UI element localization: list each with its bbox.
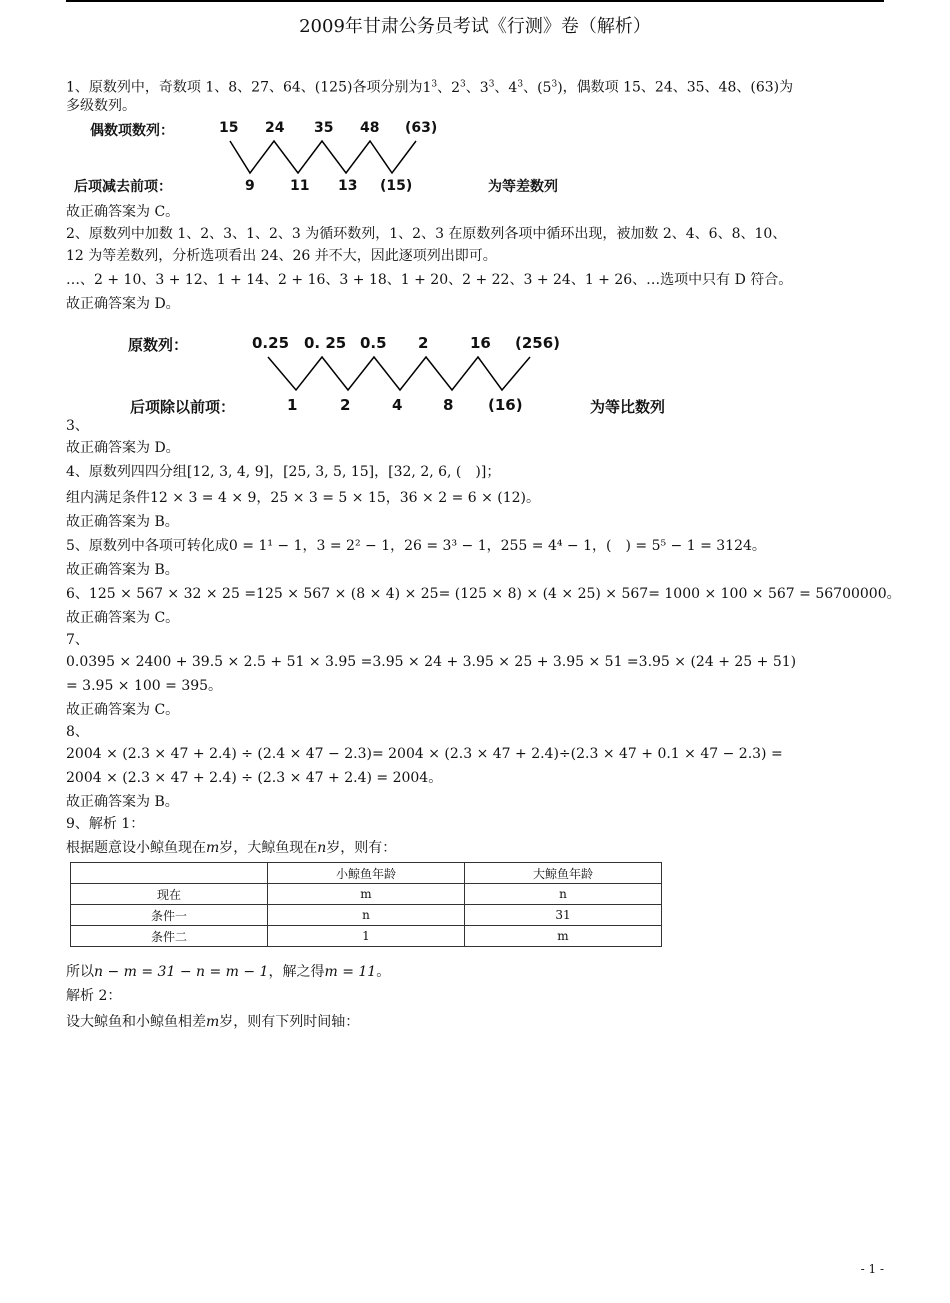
table-header-cell: 大鲸鱼年龄 [465, 863, 662, 884]
q3-top-item: 16 [470, 334, 491, 352]
q3-top-item: (256) [515, 334, 561, 352]
q9-line5: 设大鲸鱼和小鲸鱼相差m岁，则有下列时间轴： [66, 1014, 360, 1030]
q3-diagram-note: 为等比数列 [590, 398, 666, 416]
q3-diagram-label-top: 原数列： [128, 336, 189, 354]
q1-diagram-label-bottom: 后项减去前项： [74, 179, 172, 195]
page-title: 2009年甘肃公务员考试《行测》卷（解析） [299, 16, 651, 37]
q3-top-item: 2 [418, 334, 429, 352]
q5-answer: 故正确答案为 B。 [66, 562, 179, 578]
table-row [71, 926, 662, 947]
q5-line1: 5、原数列中各项可转化成0 = 1¹ − 1，3 = 2² − 1，26 = 3³ − 1，255 = 4⁴ − 1，( ) = 5⁵ − 1 = 3124。 [66, 538, 766, 554]
q1-top-item: 24 [265, 120, 285, 136]
table-header-cell [71, 863, 268, 884]
table-cell: n [268, 905, 465, 926]
q3-bottom-item: 1 [287, 396, 298, 414]
q2-answer: 故正确答案为 D。 [66, 296, 180, 312]
q3-diagram-label-bottom: 后项除以前项： [130, 398, 236, 416]
q1-answer: 故正确答案为 C。 [66, 204, 180, 220]
q3-answer: 故正确答案为 D。 [66, 440, 180, 456]
q3-bottom-item: 8 [443, 396, 454, 414]
q1-top-item: (63) [405, 120, 438, 136]
q2-line2: 12 为等差数列，分析选项看出 24、26 并不大，因此逐项列出即可。 [66, 248, 497, 264]
q9-line3: 所以n − m = 31 − n = m − 1，解之得m = 11。 [66, 964, 391, 980]
q6-line1: 6、125 × 567 × 32 × 25 =125 × 567 × (8 × 4) × 25= (125 × 8) × (4 × 25) × 567= 1000 × 100 × 567 = 56700000。 [66, 586, 901, 602]
q6-answer: 故正确答案为 C。 [66, 610, 180, 626]
q3-top-item: 0.25 [252, 334, 290, 352]
q7-line2: = 3.95 × 100 = 395。 [66, 678, 223, 694]
table-cell: 31 [465, 905, 662, 926]
q1-line2: 多级数列。 [66, 98, 136, 114]
table-header-row [71, 863, 662, 884]
q2-line1: 2、原数列中加数 1、2、3、1、2、3 为循环数列，1、2、3 在原数列各项中循环出现，被加数 2、4、6、8、10、 [66, 226, 787, 242]
q1-bottom-item: 9 [245, 178, 255, 194]
q7-line1: 0.0395 × 2400 + 39.5 × 2.5 + 51 × 3.95 =3.95 × 24 + 3.95 × 25 + 3.95 × 51 =3.95 × (24 + 25 + 51) [66, 654, 797, 670]
q1-line1: 1、原数列中，奇数项 1、8、27、64、(125)各项分别为$1^3$、$2^3$、$3^3$、$4^3$、$(5^3)$，偶数项 15、24、35、48、(63)为 [66, 79, 794, 96]
q9-line4: 解析 2： [66, 988, 122, 1004]
q8-line1: 2004 × (2.3 × 47 + 2.4) ÷ (2.4 × 47 − 2.3)= 2004 × (2.3 × 47 + 2.4)÷(2.3 × 47 + 0.1 × 47 − 2.3) = [66, 746, 783, 762]
q8-line2: 2004 × (2.3 × 47 + 2.4) ÷ (2.3 × 47 + 2.4) = 2004。 [66, 770, 443, 786]
q1-top-item: 48 [360, 120, 380, 136]
q9-line2: 根据题意设小鲸鱼现在m岁，大鲸鱼现在n岁，则有： [66, 840, 397, 856]
page-number: - 1 - [860, 1262, 884, 1276]
table-cell: 1 [268, 926, 465, 947]
q7-answer: 故正确答案为 C。 [66, 702, 180, 718]
q4-line2: 组内满足条件12 × 3 = 4 × 9，25 × 3 = 5 × 15，36 × 2 = 6 × (12)。 [66, 490, 541, 506]
age-table [70, 862, 662, 947]
q1-bottom-item: (15) [380, 178, 413, 194]
table-cell: n [465, 884, 662, 905]
q4-answer: 故正确答案为 B。 [66, 514, 179, 530]
q1-top-item: 15 [219, 120, 239, 136]
q3-top-item: 0.5 [360, 334, 387, 352]
table-cell: 条件一 [71, 905, 268, 926]
q3-zigzag [0, 0, 950, 420]
table-header-cell: 小鲸鱼年龄 [268, 863, 465, 884]
q8-answer: 故正确答案为 B。 [66, 794, 179, 810]
q1-bottom-item: 13 [338, 178, 358, 194]
q4-line1: 4、原数列四四分组[12, 3, 4, 9]，[25, 3, 5, 15]，[32, 2, 6, ( )]； [66, 464, 501, 480]
q1-top-item: 35 [314, 120, 334, 136]
table-row [71, 884, 662, 905]
q9-line1: 9、解析 1： [66, 816, 145, 832]
q2-line3: …、2 + 10、3 + 12、1 + 14、2 + 16、3 + 18、1 + 20、2 + 22、3 + 24、1 + 26、…选项中只有 D 符合。 [66, 272, 793, 288]
q7-number: 7、 [66, 632, 89, 648]
q3-number: 3、 [66, 418, 89, 434]
q3-bottom-item: 2 [340, 396, 351, 414]
q8-number: 8、 [66, 724, 89, 740]
table-row [71, 905, 662, 926]
table-cell: 现在 [71, 884, 268, 905]
q3-bottom-item: (16) [488, 396, 523, 414]
table-cell: 条件二 [71, 926, 268, 947]
q1-diagram-note: 为等差数列 [488, 179, 558, 195]
table-cell: m [268, 884, 465, 905]
table-cell: m [465, 926, 662, 947]
q3-bottom-item: 4 [392, 396, 403, 414]
q1-diagram-label-top: 偶数项数列： [90, 123, 174, 139]
q1-bottom-item: 11 [290, 178, 310, 194]
q3-top-item: 0. 25 [304, 334, 347, 352]
